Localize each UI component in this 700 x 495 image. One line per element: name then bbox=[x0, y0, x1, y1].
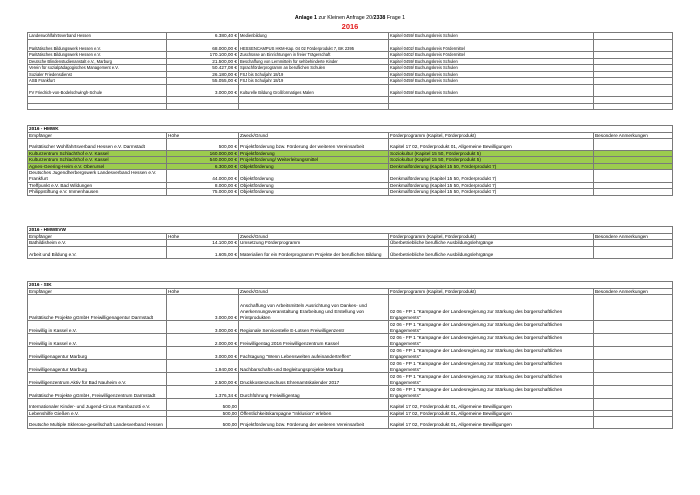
cell-remarks bbox=[594, 386, 673, 399]
cell-remarks bbox=[594, 52, 673, 59]
cell-recipient: Landeswohlfahrtsverband Hessen bbox=[28, 33, 167, 40]
table-row bbox=[28, 189, 673, 196]
cell-program: 02 06 - FP 1 "Kampagne der Landesregierung zur Stärkung des bürgerschaftlichen Engagements" bbox=[389, 373, 594, 386]
cell-remarks bbox=[594, 58, 673, 65]
cell-recipient: Lebenshilfe Gießen e.V. bbox=[28, 410, 167, 417]
cell-remarks bbox=[594, 295, 673, 321]
cell-purpose: Objektförderung bbox=[239, 170, 389, 182]
cell-recipient: Agnes-Geering-Heim e.V. Oberursel bbox=[28, 163, 167, 170]
cell-remarks bbox=[594, 399, 673, 411]
cell-amount: 2.500,00 € bbox=[167, 373, 239, 386]
table-row bbox=[28, 163, 673, 170]
cell-recipient: FV Friedrich-von-Bodelschwingh-Schule bbox=[28, 85, 167, 97]
cell-remarks bbox=[594, 33, 673, 40]
cell-recipient: Arbeit und Bildung e.V. bbox=[28, 246, 167, 258]
section-title-hmwk: 2016 - HMWK bbox=[28, 126, 673, 133]
cell-recipient: Freiwilligenagentur Marburg bbox=[28, 360, 167, 373]
table-row bbox=[28, 410, 673, 417]
cell-remarks bbox=[594, 78, 673, 85]
table-row bbox=[28, 373, 673, 386]
cell-program: Kapitel 0459/ Buchungskreis Schulen bbox=[389, 33, 594, 40]
cell-program: Kapitel 0402/ Buchungskreis Fördermittel bbox=[389, 39, 594, 52]
column-header-amount: Höhe bbox=[167, 233, 239, 240]
table-row bbox=[28, 170, 673, 182]
cell-recipient: Deutsches Jugendherbergswerk Landesverband Hessen e.V. Frankfurt bbox=[28, 170, 167, 182]
table-row bbox=[28, 360, 673, 373]
cell-recipient: Treffpunkt e.V. Bad Wildungen bbox=[28, 182, 167, 189]
cell-purpose: Projektförderung bzw. Förderung der weiteren Vereinsarbeit bbox=[239, 139, 389, 151]
cell-remarks bbox=[594, 103, 673, 110]
table-row bbox=[28, 139, 673, 151]
cell-purpose: Öffentlichkeitskampagne "Inklusion" erleben bbox=[239, 410, 389, 417]
cell-program: Kapitel 17 02, Förderprodukt 01, Allgemeine Bewilligungen bbox=[389, 410, 594, 417]
cell-program: Denkmalförderung (Kapitel 15 50, Förderprodukt 7) bbox=[389, 182, 594, 189]
cell-purpose: FSJ bis Schuljahr 18/19 bbox=[239, 71, 389, 78]
cell-purpose: HESSENCAMPUS HKM-Kap. 04 02 Förderprodukt 7, BK 2395 bbox=[239, 39, 389, 52]
cell-amount: 1.605,00 € bbox=[167, 246, 239, 258]
cell-recipient: Internationaler Kinder- und Jugend-Circus Rambazotti e.V. bbox=[28, 399, 167, 411]
cell-recipient: ASB Frankfurt bbox=[28, 78, 167, 85]
cell-purpose: Zuschüsse an Einrichtungen in freier Trägerschaft bbox=[239, 52, 389, 59]
cell-recipient bbox=[28, 97, 167, 104]
table-row bbox=[28, 321, 673, 334]
cell-amount: 3.000,00 € bbox=[167, 295, 239, 321]
table-row bbox=[28, 240, 673, 247]
table-row bbox=[28, 78, 673, 85]
cell-amount: 500,00 bbox=[167, 417, 239, 429]
column-header-purpose: Zweck/Grund bbox=[239, 132, 389, 139]
table-row bbox=[28, 103, 673, 110]
cell-purpose: Projektförderung bbox=[239, 150, 389, 157]
header-text: zur Kleinen Anfrage 20/ bbox=[317, 15, 374, 21]
cell-recipient: Sozialer Friedensdienst bbox=[28, 71, 167, 78]
cell-remarks bbox=[594, 373, 673, 386]
cell-program: Denkmalförderung (Kapitel 15 50, Förderprodukt 7) bbox=[389, 189, 594, 196]
cell-remarks bbox=[594, 85, 673, 97]
cell-purpose: Beschaffung von Lernmitteln für sehbehinderte Kinder bbox=[239, 58, 389, 65]
cell-amount: 1.940,00 € bbox=[167, 360, 239, 373]
cell-remarks bbox=[594, 97, 673, 104]
cell-program: 02 06 - FP 1 "Kampagne der Landesregierung zur Stärkung des bürgerschaftlichen Engagements" bbox=[389, 321, 594, 334]
cell-program: Kapitel 17 02, Förderprodukt 01, Allgemeine Bewilligungen bbox=[389, 417, 594, 429]
cell-purpose: Projektförderung/ Weiterleitungsmittel bbox=[239, 157, 389, 164]
table-row bbox=[28, 182, 673, 189]
cell-recipient: Paritätischer Wohlfahrtsverband Hessen e.V. Darmstadt bbox=[28, 139, 167, 151]
cell-amount: 50.427,08 € bbox=[167, 65, 239, 72]
cell-purpose: Freiwilligentag 2016 Freiwilligenzentrum Kassel bbox=[239, 334, 389, 347]
document-header bbox=[0, 15, 700, 31]
table-row bbox=[28, 157, 673, 164]
cell-program: 02 06 - FP 1 "Kampagne der Landesregierung zur Stärkung des bürgerschaftlichen Engagements" bbox=[389, 334, 594, 347]
column-header-remarks: Besondere Anmerkungen bbox=[594, 233, 673, 240]
cell-program: Kapitel 0459/ Buchungskreis Schulen bbox=[389, 71, 594, 78]
cell-recipient: Paritätisches Bildungswerk Hessen e.V. bbox=[28, 52, 167, 59]
cell-remarks bbox=[594, 182, 673, 189]
header-annex: Anlage 1 bbox=[294, 15, 317, 21]
cell-purpose: Kulturelle Bildung Großformatiges Malen bbox=[239, 85, 389, 97]
cell-remarks bbox=[594, 240, 673, 247]
column-header-amount: Höhe bbox=[167, 132, 239, 139]
table-row bbox=[28, 33, 673, 40]
cell-amount bbox=[167, 97, 239, 104]
cell-recipient: Paritätisches Bildungswerk Hessen e.V. bbox=[28, 39, 167, 52]
cell-purpose: Medienbildung bbox=[239, 33, 389, 40]
column-header-remarks: Besondere Anmerkungen bbox=[594, 288, 673, 295]
column-header-amount: Höhe bbox=[167, 288, 239, 295]
cell-amount: 6.380,40 € bbox=[167, 33, 239, 40]
cell-recipient: Kulturzentrum Schlachthof e.V. Kassel bbox=[28, 150, 167, 157]
column-header-program: Förderprogramm (Kapitel, Förderprodukt) bbox=[389, 132, 594, 139]
cell-purpose: Objektförderung bbox=[239, 182, 389, 189]
cell-program: Denkmalförderung (Kapitel 15 50, Förderprodukt 7) bbox=[389, 170, 594, 182]
cell-purpose: Umsetzung Förderprogramm bbox=[239, 240, 389, 247]
cell-amount: 44.000,00 € bbox=[167, 170, 239, 182]
cell-purpose: Druckkostenzuschuss Ehrenamtskalender 2017 bbox=[239, 373, 389, 386]
cell-purpose: Anschaffung von Arbeitsmitteln Ausrichtung von Dankes- und Anerkennungsveranstaltung Erarbeitung und Erstellung von Printprodukten bbox=[239, 295, 389, 321]
cell-amount: 1.376,34 € bbox=[167, 386, 239, 399]
cell-remarks bbox=[594, 139, 673, 151]
cell-program: Überbetriebliche berufliche Ausbildungslehrgänge bbox=[389, 240, 594, 247]
cell-purpose: Projektförderung bzw. Förderung der weiteren Vereinsarbeit bbox=[239, 417, 389, 429]
cell-remarks bbox=[594, 360, 673, 373]
section-hmwevw bbox=[27, 226, 672, 259]
cell-recipient: Paritätische Projekte gGmbH, Freiwilligenzentrum Darmstadt bbox=[28, 386, 167, 399]
cell-amount: 500,00 bbox=[167, 410, 239, 417]
cell-remarks bbox=[594, 39, 673, 52]
table-row bbox=[28, 65, 673, 72]
cell-remarks bbox=[594, 65, 673, 72]
cell-amount: 500,00 € bbox=[167, 139, 239, 151]
cell-amount: 3.000,00 € bbox=[167, 347, 239, 360]
cell-purpose bbox=[239, 97, 389, 104]
cell-remarks bbox=[594, 71, 673, 78]
cell-amount: 540.000,00 € bbox=[167, 157, 239, 164]
cell-amount bbox=[167, 103, 239, 110]
cell-recipient: Verein für sozialpädagogisches Management e.V. bbox=[28, 65, 167, 72]
cell-amount: 55.055,00 € bbox=[167, 78, 239, 85]
cell-program: 02 06 - FP 1 "Kampagne der Landesregierung zur Stärkung des bürgerschaftlichen Engagements" bbox=[389, 360, 594, 373]
cell-purpose: Objektförderung bbox=[239, 163, 389, 170]
cell-program: Kapitel 0459/ Buchungskreis Schulen bbox=[389, 58, 594, 65]
cell-recipient bbox=[28, 103, 167, 110]
cell-recipient: Philippstiftung e.V. Immenhausen bbox=[28, 189, 167, 196]
table-row bbox=[28, 58, 673, 65]
table-row bbox=[28, 85, 673, 97]
cell-amount: 68.000,00 € bbox=[167, 39, 239, 52]
cell-amount: 170.100,00 € bbox=[167, 52, 239, 59]
cell-amount: 3.000,00 € bbox=[167, 85, 239, 97]
section-hmwk bbox=[27, 125, 672, 196]
table-row bbox=[28, 39, 673, 52]
cell-program: Überbetriebliche berufliche Ausbildungslehrgänge bbox=[389, 246, 594, 258]
cell-program: Denkmalförderung (Kapitel 15 50, Förderprodukt 7) bbox=[389, 163, 594, 170]
cell-program: Soziokultur (Kapitel 15 50, Förderprodukt 5) bbox=[389, 150, 594, 157]
column-header-recipient: Empfänger bbox=[28, 132, 167, 139]
cell-remarks bbox=[594, 321, 673, 334]
cell-program: Kapitel 0459/ Buchungskreis Schulen bbox=[389, 85, 594, 97]
cell-recipient: Deutsche Multiple Sklerose-gesellschaft Landesverband Hessen bbox=[28, 417, 167, 429]
section-title-hmwevw: 2016 - HMWEVW bbox=[28, 227, 673, 234]
cell-purpose: Fachtagung "Wenn Lebenswelten aufeinandertreffen" bbox=[239, 347, 389, 360]
header-number: 2338 bbox=[373, 15, 386, 21]
cell-recipient: Kulturzentrum Schlachthof e.V. Kassel bbox=[28, 157, 167, 164]
cell-program bbox=[389, 103, 594, 110]
section-stk bbox=[27, 281, 672, 429]
cell-remarks bbox=[594, 417, 673, 429]
cell-program: Kapitel 0459/ Buchungskreis Schulen bbox=[389, 65, 594, 72]
header-year: 2016 bbox=[341, 22, 359, 31]
table-row bbox=[28, 97, 673, 104]
cell-program: Kapitel 17 02, Förderprodukt 01, Allgemeine Bewilligungen bbox=[389, 399, 594, 411]
cell-amount: 21.500,00 € bbox=[167, 58, 239, 65]
table-row bbox=[28, 399, 673, 411]
column-header-purpose: Zweck/Grund bbox=[239, 233, 389, 240]
cell-amount: 160.000,00 € bbox=[167, 150, 239, 157]
table-row bbox=[28, 71, 673, 78]
cell-program: Kapitel 17 02, Förderprodukt 01, Allgemeine Bewilligungen bbox=[389, 139, 594, 151]
cell-recipient: Freiwillig in Kassel e.V. bbox=[28, 321, 167, 334]
cell-purpose: Sprachförderprogramm an beruflichen Schulen bbox=[239, 65, 389, 72]
column-header-recipient: Empfänger bbox=[28, 233, 167, 240]
cell-program: Soziokultur (Kapitel 15 50, Förderprodukt 5) bbox=[389, 157, 594, 164]
cell-program: 02 06 - FP 1 "Kampagne der Landesregierung zur Stärkung des bürgerschaftlichen Engagements" bbox=[389, 386, 594, 399]
cell-amount: 26.180,00 € bbox=[167, 71, 239, 78]
table-row bbox=[28, 246, 673, 258]
cell-program: 02 06 - FP 1 "Kampagne der Landesregierung zur Stärkung des bürgerschaftlichen Engagements" bbox=[389, 295, 594, 321]
cell-purpose: Durchführung Freiwilligentag bbox=[239, 386, 389, 399]
section-title-stk: 2016 - StK bbox=[28, 282, 673, 289]
cell-remarks bbox=[594, 150, 673, 157]
cell-purpose: FSJ bis Schuljahr 18/19 bbox=[239, 78, 389, 85]
table-continued bbox=[27, 32, 672, 110]
cell-amount: 75.000,00 € bbox=[167, 189, 239, 196]
column-header-program: Förderprogramm (Kapitel, Förderprodukt) bbox=[389, 288, 594, 295]
table-row bbox=[28, 334, 673, 347]
cell-remarks bbox=[594, 170, 673, 182]
table-row bbox=[28, 52, 673, 59]
cell-amount: 14.100,00 € bbox=[167, 240, 239, 247]
cell-program: Kapitel 0402/ Buchungskreis Fördermittel bbox=[389, 52, 594, 59]
table-row bbox=[28, 417, 673, 429]
cell-amount: 500,00 bbox=[167, 399, 239, 411]
table-row bbox=[28, 295, 673, 321]
table-row bbox=[28, 150, 673, 157]
cell-recipient: Freiwilligenzentrum Aktiv für Bad Nauheim e.V. bbox=[28, 373, 167, 386]
cell-amount: 6.300,00 € bbox=[167, 163, 239, 170]
table-row bbox=[28, 347, 673, 360]
cell-remarks bbox=[594, 189, 673, 196]
cell-program bbox=[389, 97, 594, 104]
cell-remarks bbox=[594, 157, 673, 164]
cell-remarks bbox=[594, 410, 673, 417]
cell-purpose bbox=[239, 103, 389, 110]
cell-remarks bbox=[594, 163, 673, 170]
cell-purpose: Objektförderung bbox=[239, 189, 389, 196]
cell-recipient: Paritätische Projekte gGmbH Freiwilligenagentur Darmstadt bbox=[28, 295, 167, 321]
table-row bbox=[28, 386, 673, 399]
cell-remarks bbox=[594, 246, 673, 258]
cell-remarks bbox=[594, 347, 673, 360]
cell-program: 02 06 - FP 1 "Kampagne der Landesregierung zur Stärkung des bürgerschaftlichen Engagements" bbox=[389, 347, 594, 360]
column-header-purpose: Zweck/Grund bbox=[239, 288, 389, 295]
cell-purpose bbox=[239, 399, 389, 411]
header-question: Frage 1 bbox=[385, 15, 406, 21]
cell-purpose: Materialien für ein Förderprogramm Projekte der beruflichen Bildung bbox=[239, 246, 389, 258]
cell-amount: 3.000,00 € bbox=[167, 321, 239, 334]
cell-recipient: Deutsche Blindenstudienanstalt e.V., Marburg bbox=[28, 58, 167, 65]
cell-program: Kapitel 0459/ Buchungskreis Schulen bbox=[389, 78, 594, 85]
cell-recipient: Bathildisheim e.V. bbox=[28, 240, 167, 247]
cell-purpose: Nachbarschafts-und Begleitungsprojekte Marburg bbox=[239, 360, 389, 373]
cell-amount: 2.000,00 € bbox=[167, 334, 239, 347]
cell-purpose: Regionale Servicestelle E-Lotsen Freiwilligenzentr bbox=[239, 321, 389, 334]
cell-amount: 8.000,00 € bbox=[167, 182, 239, 189]
cell-recipient: Freiwilligenagentur Marburg bbox=[28, 347, 167, 360]
cell-recipient: Freiwillig in Kassel e.V. bbox=[28, 334, 167, 347]
cell-remarks bbox=[594, 334, 673, 347]
column-header-remarks: Besondere Anmerkungen bbox=[594, 132, 673, 139]
column-header-recipient: Empfänger bbox=[28, 288, 167, 295]
column-header-program: Förderprogramm (Kapitel, Förderprodukt) bbox=[389, 233, 594, 240]
